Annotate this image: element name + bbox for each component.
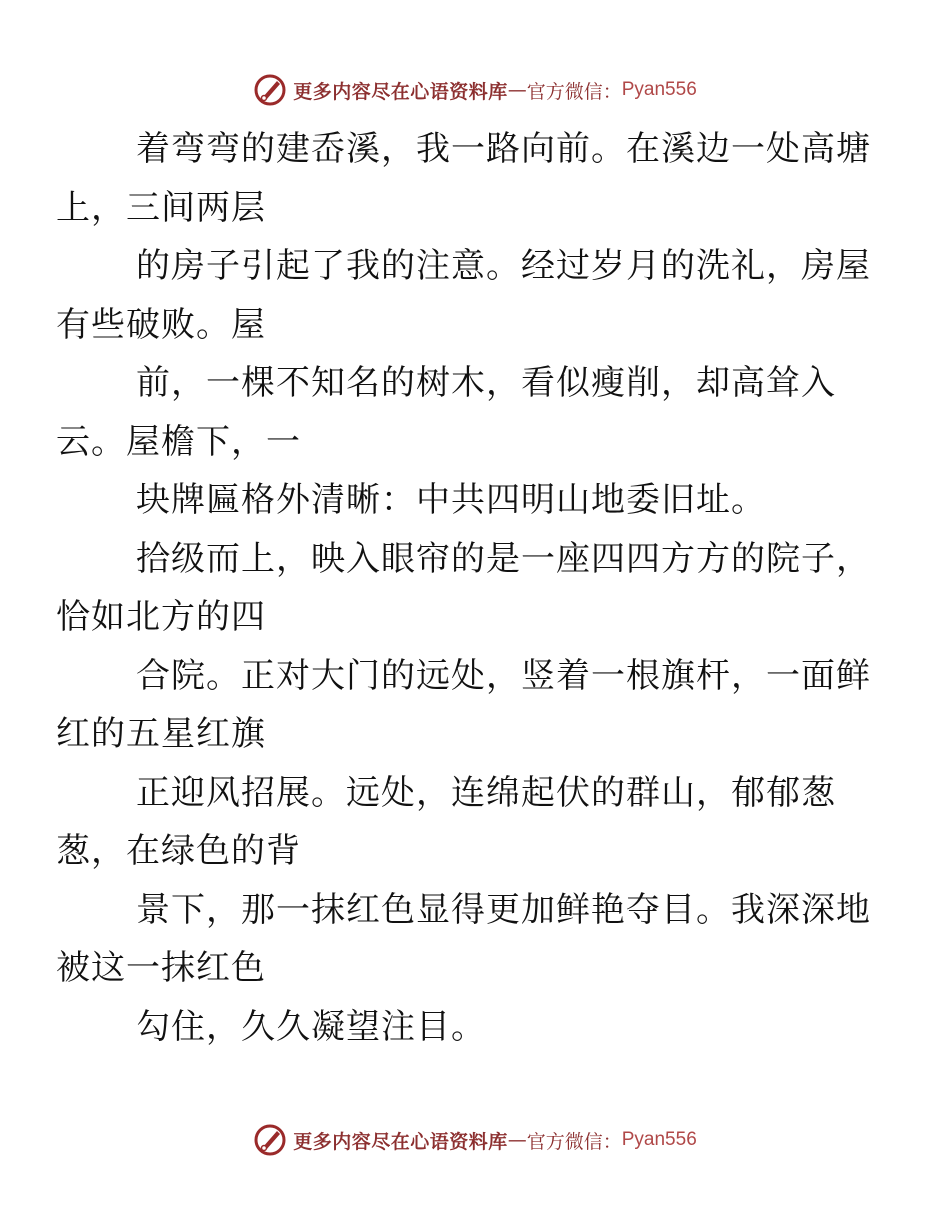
- footer-wechat-label: 官方微信：: [526, 1130, 622, 1153]
- paragraph-line-first: 合院。正对大门的远处，竖着一根旗杆，一面鲜: [136, 655, 871, 696]
- paragraph-line-first: 的房子引起了我的注意。经过岁月的洗礼，房屋: [136, 246, 871, 286]
- footer-wechat-id: Pyan556: [621, 1129, 697, 1150]
- header-banner: [0, 70, 950, 110]
- header-wechat-label: 官方微信：: [526, 80, 622, 103]
- paragraph-line: [56, 530, 871, 647]
- paragraph-line: [96, 998, 856, 1057]
- article-body: [56, 120, 871, 1056]
- paragraph-line-rest: 红的五星红旗: [56, 714, 266, 754]
- paragraph-line-rest: 上，三间两层: [56, 187, 266, 228]
- paragraph-line: [56, 120, 871, 237]
- footer-dash: —: [507, 1129, 527, 1151]
- paragraph-line: [96, 471, 856, 530]
- paragraph-line-rest: 恰如北方的四: [56, 597, 266, 637]
- paragraph-line-rest: 被这一抹红色: [56, 948, 266, 988]
- paragraph-line-first: 前，一棵不知名的树木，看似瘦削，却高耸入: [136, 363, 836, 403]
- paragraph-line-first: 着弯弯的建岙溪，我一路向前。在溪边一处高塘: [136, 129, 871, 169]
- paragraph-line: [56, 764, 856, 881]
- header-site-text: 更多内容尽在心语资料库: [293, 80, 508, 103]
- quill-pen-seal-icon: [253, 73, 287, 107]
- paragraph-line: [56, 647, 871, 764]
- paragraph-line: [56, 881, 871, 998]
- footer-banner: [0, 1120, 950, 1160]
- paragraph-line-rest: 葱，在绿色的背: [56, 831, 301, 871]
- header-wechat-id: Pyan556: [621, 79, 697, 100]
- paragraph-line: [56, 354, 856, 471]
- quill-pen-seal-icon: [253, 1123, 287, 1157]
- paragraph-line-first: 拾级而上，映入眼帘的是一座四四方方的院子，: [136, 538, 871, 579]
- paragraph-line-first: 勾住，久久凝望注目。: [136, 1006, 486, 1047]
- paragraph-line-rest: 云。屋檐下，一: [56, 421, 301, 462]
- paragraph-line-rest: 有些破败。屋: [56, 304, 266, 345]
- paragraph-line-first: 正迎风招展。远处，连绵起伏的群山，郁郁葱: [136, 772, 836, 813]
- paragraph-line-first: 块牌匾格外清晰：中共四明山地委旧址。: [136, 480, 766, 520]
- header-dash: —: [507, 79, 527, 101]
- footer-site-text: 更多内容尽在心语资料库: [293, 1130, 508, 1153]
- paragraph-line-first: 景下，那一抹红色显得更加鲜艳夺目。我深深地: [136, 889, 871, 930]
- paragraph-line: [56, 237, 871, 354]
